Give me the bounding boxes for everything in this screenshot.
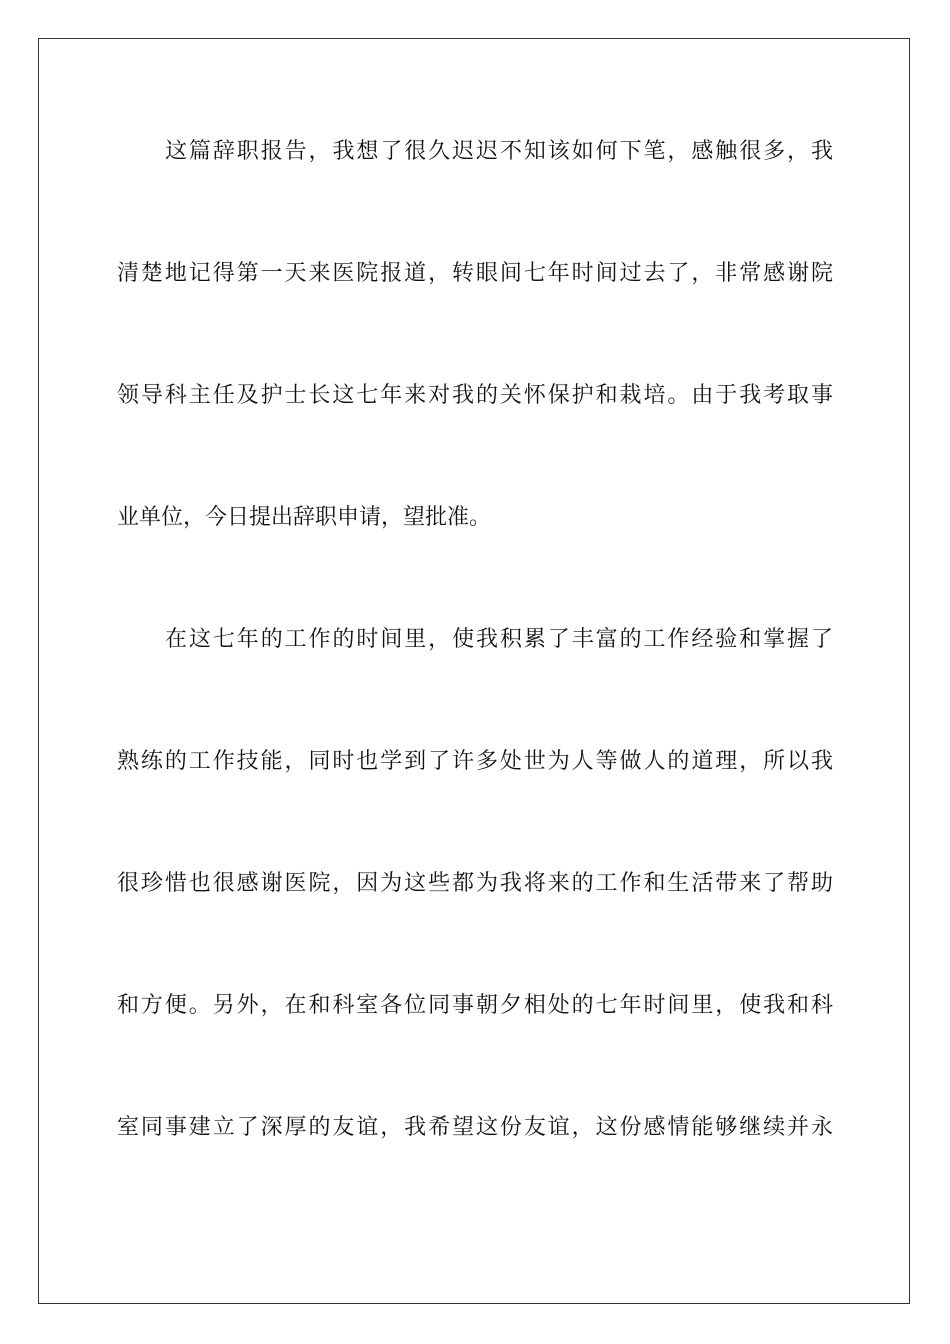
paragraph-2-line-3: 很珍惜也很感谢医院，因为这些都为我将来的工作和生活带来了帮助 (117, 871, 833, 896)
paragraph-2-line-5: 室同事建立了深厚的友谊，我希望这份友谊，这份感情能够继续并永 (117, 1115, 833, 1140)
paragraph-1-line-4: 业单位，今日提出辞职申请，望批准。 (117, 505, 492, 530)
paragraph-2-line-1: 在这七年的工作的时间里，使我积累了丰富的工作经验和掌握了 (165, 627, 833, 652)
paragraph-1-line-3: 领导科主任及护士长这七年来对我的关怀保护和栽培。由于我考取事 (117, 383, 833, 408)
paragraph-1-line-2: 清楚地记得第一天来医院报道，转眼间七年时间过去了，非常感谢院 (117, 261, 833, 286)
paragraph-2-line-4: 和方便。另外，在和科室各位同事朝夕相处的七年时间里，使我和科 (117, 993, 833, 1018)
paragraph-1-line-1: 这篇辞职报告，我想了很久迟迟不知该如何下笔，感触很多，我 (165, 139, 833, 164)
paragraph-2-line-2: 熟练的工作技能，同时也学到了许多处世为人等做人的道理，所以我 (117, 749, 833, 774)
